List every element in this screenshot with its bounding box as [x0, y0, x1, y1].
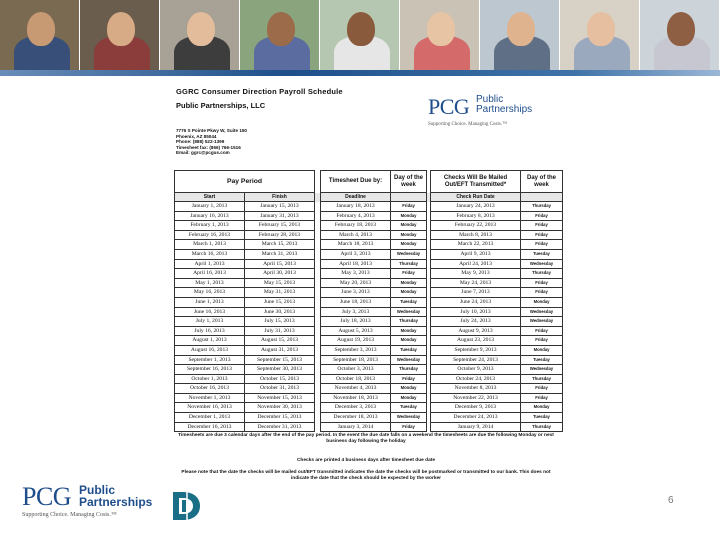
finish-date: March 15, 2013 — [245, 240, 315, 250]
finish-date: December 15, 2013 — [245, 413, 315, 423]
finish-date: June 15, 2013 — [245, 297, 315, 307]
check-day: Monday — [521, 403, 563, 413]
schedule-row — [175, 365, 563, 375]
start-date: April 1, 2013 — [175, 259, 245, 269]
schedule-row — [175, 374, 563, 384]
deadline-day: Tuesday — [391, 345, 427, 355]
address-line: Timesheet fax: (866) 766-1516 — [176, 144, 241, 150]
start-date: June 1, 2013 — [175, 297, 245, 307]
check-run-date: March 22, 2013 — [431, 240, 521, 250]
schedule-row — [175, 297, 563, 307]
schedule-row — [175, 403, 563, 413]
check-run-date: July 24, 2013 — [431, 317, 521, 327]
public-partnerships-wordmark — [476, 95, 532, 115]
check-day: Tuesday — [521, 249, 563, 259]
finish-date: May 31, 2013 — [245, 288, 315, 298]
deadline-day: Thursday — [391, 365, 427, 375]
deadline-date: January 3, 2014 — [321, 422, 391, 432]
deadline-date: February 18, 2013 — [321, 221, 391, 231]
finish-date: May 15, 2013 — [245, 278, 315, 288]
finish-date: June 30, 2013 — [245, 307, 315, 317]
header-photo — [240, 0, 320, 70]
slide-page-number: 6 — [668, 495, 674, 506]
deadline-day: Monday — [391, 211, 427, 221]
finish-date: November 15, 2013 — [245, 393, 315, 403]
logo-line-public: Public — [476, 94, 504, 105]
check-run-date: April 24, 2013 — [431, 259, 521, 269]
check-run-date: September 24, 2013 — [431, 355, 521, 365]
check-day: Thursday — [521, 202, 563, 212]
check-day: Friday — [521, 288, 563, 298]
start-date: July 1, 2013 — [175, 317, 245, 327]
deadline-day: Monday — [391, 393, 427, 403]
start-date: October 16, 2013 — [175, 384, 245, 394]
finish-date: September 30, 2013 — [245, 365, 315, 375]
check-day: Friday — [521, 211, 563, 221]
logo-tagline: Supporting Choice. Managing Costs.™ — [428, 122, 507, 127]
deadline-date: May 20, 2013 — [321, 278, 391, 288]
start-date: February 16, 2013 — [175, 230, 245, 240]
schedule-rows — [175, 202, 563, 432]
header-photo — [0, 0, 80, 70]
finish-date: July 31, 2013 — [245, 326, 315, 336]
deadline-date: July 3, 2013 — [321, 307, 391, 317]
check-run-date: March 8, 2013 — [431, 230, 521, 240]
check-run-date: August 23, 2013 — [431, 336, 521, 346]
check-run-date: February 8, 2013 — [431, 211, 521, 221]
schedule-row — [175, 326, 563, 336]
check-day: Thursday — [521, 422, 563, 432]
deadline-date: October 3, 2013 — [321, 365, 391, 375]
check-day: Friday — [521, 393, 563, 403]
header-photo — [160, 0, 240, 70]
finish-date: March 31, 2013 — [245, 249, 315, 259]
deadline-date: June 18, 2013 — [321, 297, 391, 307]
address-line: 7776 S Pointe Pkwy W, Suite 150 — [176, 128, 247, 133]
check-day: Wednesday — [521, 259, 563, 269]
address-line: Email: ggrc@pcgus.com — [176, 150, 230, 156]
header-photo — [80, 0, 160, 70]
footer-logo-line-partnerships: Partnerships — [79, 495, 153, 509]
start-date: October 1, 2013 — [175, 374, 245, 384]
note-checks-mailed: Please note that the date the checks will be mailed out/EFT transmitted indicates the date the checks will be postmarked or transmitted to our bank. This does not indicate the date that the check should be expected by the worker — [181, 470, 551, 482]
logo-line-partnerships: Partnerships — [476, 104, 533, 115]
deadline-day: Monday — [391, 278, 427, 288]
start-date: March 16, 2013 — [175, 249, 245, 259]
check-day: Thursday — [521, 374, 563, 384]
start-date: December 1, 2013 — [175, 413, 245, 423]
schedule-row — [175, 202, 563, 212]
photo-strip-border — [0, 70, 720, 76]
finish-date: January 31, 2013 — [245, 211, 315, 221]
check-day: Wednesday — [521, 365, 563, 375]
check-run-date: January 24, 2013 — [431, 202, 521, 212]
header-deadline: Deadline — [321, 193, 391, 202]
deadline-date: March 4, 2013 — [321, 230, 391, 240]
deadline-day: Monday — [391, 240, 427, 250]
consumer-direction-logo-icon — [170, 488, 204, 524]
check-run-date: July 10, 2013 — [431, 307, 521, 317]
start-date: February 1, 2013 — [175, 221, 245, 231]
deadline-day: Monday — [391, 336, 427, 346]
start-date: August 16, 2013 — [175, 345, 245, 355]
deadline-day: Friday — [391, 374, 427, 384]
schedule-row — [175, 317, 563, 327]
check-day: Friday — [521, 384, 563, 394]
document-title: GGRC Consumer Direction Payroll Schedule — [176, 87, 343, 96]
schedule-row — [175, 249, 563, 259]
deadline-date: February 4, 2013 — [321, 211, 391, 221]
address-line: Phone: (888) 522-1399 — [176, 139, 225, 145]
header-photo — [480, 0, 560, 70]
check-day: Friday — [521, 278, 563, 288]
schedule-row — [175, 384, 563, 394]
schedule-row — [175, 345, 563, 355]
document-organization: Public Partnerships, LLC — [176, 101, 266, 110]
check-run-date: May 9, 2013 — [431, 269, 521, 279]
note-checks-printed: Checks are printed 4 business days after timesheet due date — [296, 458, 436, 463]
start-date: November 1, 2013 — [175, 393, 245, 403]
start-date: September 16, 2013 — [175, 365, 245, 375]
deadline-day: Friday — [391, 202, 427, 212]
schedule-row — [175, 240, 563, 250]
check-day: Tuesday — [521, 413, 563, 423]
schedule-row — [175, 288, 563, 298]
check-run-date: December 9, 2013 — [431, 403, 521, 413]
header-start: Start — [175, 193, 245, 202]
start-date: March 1, 2013 — [175, 240, 245, 250]
schedule-row — [175, 278, 563, 288]
finish-date: July 15, 2013 — [245, 317, 315, 327]
payroll-schedule-table — [174, 170, 563, 432]
start-date: May 1, 2013 — [175, 278, 245, 288]
schedule-row — [175, 355, 563, 365]
pcg-wordmark: PCG — [428, 94, 470, 119]
header-day-of-week-2: Day of the week — [521, 171, 563, 193]
header-day-of-week: Day of the week — [391, 171, 427, 193]
header-checks-mailed: Checks Will Be Mailed Out/EFT Transmitted* — [431, 171, 521, 193]
start-date: June 16, 2013 — [175, 307, 245, 317]
deadline-date: December 18, 2013 — [321, 413, 391, 423]
start-date: September 1, 2013 — [175, 355, 245, 365]
deadline-day: Friday — [391, 269, 427, 279]
schedule-row — [175, 336, 563, 346]
deadline-day: Thursday — [391, 317, 427, 327]
header-finish: Finish — [245, 193, 315, 202]
check-run-date: November 22, 2013 — [431, 393, 521, 403]
check-run-date: September 9, 2013 — [431, 345, 521, 355]
check-day: Friday — [521, 336, 563, 346]
deadline-date: September 18, 2013 — [321, 355, 391, 365]
finish-date: January 15, 2013 — [245, 202, 315, 212]
header-photo — [320, 0, 400, 70]
deadline-date: December 3, 2013 — [321, 403, 391, 413]
deadline-day: Monday — [391, 221, 427, 231]
check-day: Friday — [521, 230, 563, 240]
deadline-day: Wednesday — [391, 355, 427, 365]
check-run-date: October 9, 2013 — [431, 365, 521, 375]
start-date: August 1, 2013 — [175, 336, 245, 346]
check-day: Monday — [521, 345, 563, 355]
check-day: Wednesday — [521, 307, 563, 317]
check-day: Friday — [521, 326, 563, 336]
check-run-date: November 8, 2013 — [431, 384, 521, 394]
footer-logo-line-public: Public — [79, 483, 116, 497]
check-day: Friday — [521, 240, 563, 250]
deadline-day: Monday — [391, 384, 427, 394]
deadline-day: Wednesday — [391, 307, 427, 317]
check-day: Wednesday — [521, 317, 563, 327]
start-date: December 16, 2013 — [175, 422, 245, 432]
start-date: May 16, 2013 — [175, 288, 245, 298]
deadline-day: Wednesday — [391, 413, 427, 423]
deadline-day: Tuesday — [391, 297, 427, 307]
note-weekend-due: Timesheets are due 3 calendar days after the end of the pay period. In the event the due date falls on a weekend the timesheets are due the following Monday or next business day following the holiday — [178, 433, 554, 445]
start-date: January 16, 2013 — [175, 211, 245, 221]
schedule-row — [175, 422, 563, 432]
deadline-date: June 3, 2013 — [321, 288, 391, 298]
footer-public-partnerships-wordmark — [79, 484, 152, 508]
schedule-row — [175, 413, 563, 423]
check-run-date: June 24, 2013 — [431, 297, 521, 307]
deadline-day: Monday — [391, 230, 427, 240]
check-run-date: February 22, 2013 — [431, 221, 521, 231]
deadline-date: April 18, 2013 — [321, 259, 391, 269]
finish-date: December 31, 2013 — [245, 422, 315, 432]
finish-date: August 31, 2013 — [245, 345, 315, 355]
start-date: July 16, 2013 — [175, 326, 245, 336]
check-run-date: May 24, 2013 — [431, 278, 521, 288]
schedule-row — [175, 393, 563, 403]
schedule-row — [175, 269, 563, 279]
deadline-date: October 18, 2013 — [321, 374, 391, 384]
start-date: April 16, 2013 — [175, 269, 245, 279]
schedule-row — [175, 259, 563, 269]
schedule-row — [175, 211, 563, 221]
footer-pcg-wordmark: PCG — [22, 482, 72, 511]
check-run-date: December 24, 2013 — [431, 413, 521, 423]
check-run-date: April 9, 2013 — [431, 249, 521, 259]
schedule-row — [175, 221, 563, 231]
header-photo — [640, 0, 720, 70]
photo-strip — [0, 0, 720, 70]
deadline-date: July 18, 2013 — [321, 317, 391, 327]
deadline-date: August 19, 2013 — [321, 336, 391, 346]
schedule-row — [175, 307, 563, 317]
deadline-day: Friday — [391, 422, 427, 432]
deadline-day: Wednesday — [391, 249, 427, 259]
deadline-date: March 18, 2013 — [321, 240, 391, 250]
check-day: Tuesday — [521, 355, 563, 365]
finish-date: August 15, 2013 — [245, 336, 315, 346]
deadline-day: Thursday — [391, 259, 427, 269]
check-day: Monday — [521, 297, 563, 307]
deadline-date: May 3, 2013 — [321, 269, 391, 279]
header-photo — [560, 0, 640, 70]
start-date: November 16, 2013 — [175, 403, 245, 413]
check-run-date: June 7, 2013 — [431, 288, 521, 298]
check-run-date: August 9, 2013 — [431, 326, 521, 336]
check-run-date: October 24, 2013 — [431, 374, 521, 384]
header-timesheet-due: Timesheet Due by: — [321, 171, 391, 193]
check-day: Thursday — [521, 269, 563, 279]
start-date: January 1, 2013 — [175, 202, 245, 212]
finish-date: April 30, 2013 — [245, 269, 315, 279]
deadline-date: January 18, 2013 — [321, 202, 391, 212]
finish-date: September 15, 2013 — [245, 355, 315, 365]
deadline-day: Monday — [391, 326, 427, 336]
deadline-date: April 3, 2013 — [321, 249, 391, 259]
deadline-date: November 18, 2013 — [321, 393, 391, 403]
payroll-schedule-document — [168, 84, 564, 494]
finish-date: February 28, 2013 — [245, 230, 315, 240]
header-check-run-date: Check Run Date — [431, 193, 521, 202]
check-run-date: January 9, 2014 — [431, 422, 521, 432]
schedule-row — [175, 230, 563, 240]
deadline-day: Monday — [391, 288, 427, 298]
deadline-date: August 5, 2013 — [321, 326, 391, 336]
deadline-date: September 3, 2013 — [321, 345, 391, 355]
address-line: Phoenix, AZ 85044 — [176, 133, 217, 139]
deadline-day: Tuesday — [391, 403, 427, 413]
finish-date: February 15, 2013 — [245, 221, 315, 231]
footer-pcg-logo — [22, 482, 172, 522]
pcg-public-partnerships-logo — [428, 92, 558, 132]
finish-date: October 31, 2013 — [245, 384, 315, 394]
finish-date: April 15, 2013 — [245, 259, 315, 269]
finish-date: November 30, 2013 — [245, 403, 315, 413]
check-day: Friday — [521, 221, 563, 231]
document-address — [176, 128, 247, 156]
footer-logo-tagline: Supporting Choice. Managing Costs.™ — [22, 512, 117, 518]
header-photo — [400, 0, 480, 70]
finish-date: October 15, 2013 — [245, 374, 315, 384]
header-pay-period: Pay Period — [175, 171, 315, 193]
deadline-date: November 4, 2013 — [321, 384, 391, 394]
